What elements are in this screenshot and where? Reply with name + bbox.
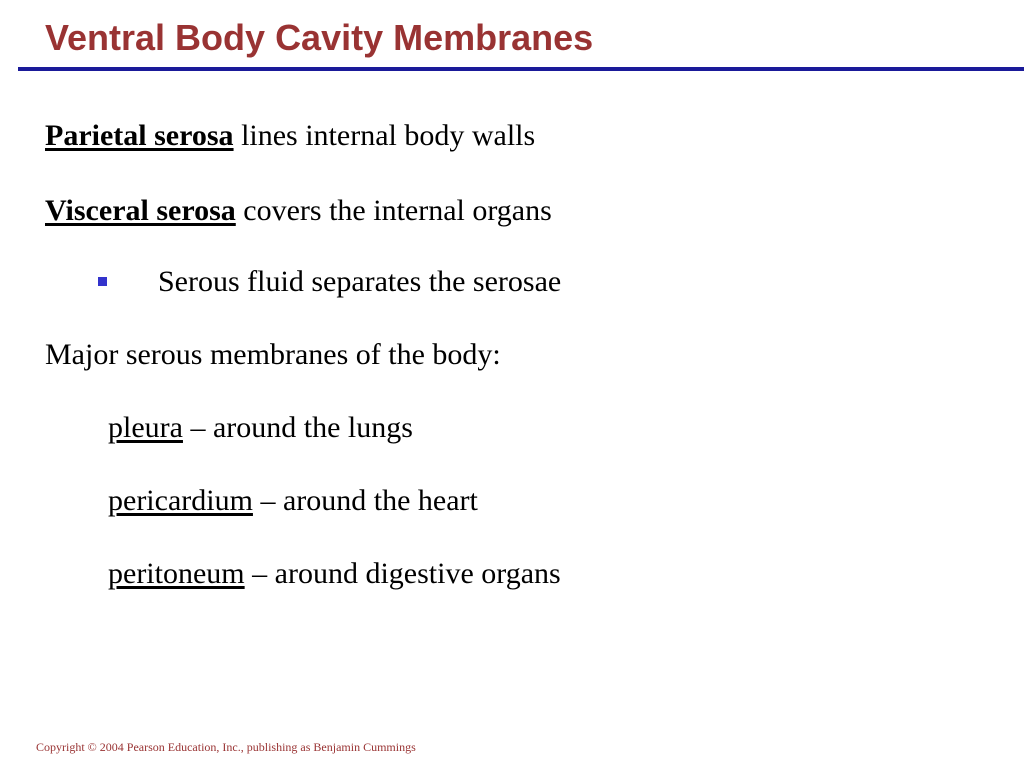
membrane-description: – around digestive organs xyxy=(244,557,561,590)
membrane-description: – around the heart xyxy=(252,484,478,517)
title-divider xyxy=(18,67,1024,71)
visceral-serosa-description: covers the internal organs xyxy=(235,194,552,227)
membrane-item-pleura xyxy=(108,410,413,446)
membrane-term: peritoneum xyxy=(108,557,245,590)
major-membranes-heading: Major serous membranes of the body: xyxy=(45,338,501,371)
parietal-serosa-term: Parietal serosa xyxy=(45,119,234,152)
visceral-serosa-term: Visceral serosa xyxy=(45,194,236,227)
membrane-description: – around the lungs xyxy=(182,411,413,444)
membrane-term: pleura xyxy=(108,411,183,444)
membrane-term: pericardium xyxy=(108,484,253,517)
visceral-serosa-line xyxy=(45,193,552,229)
membrane-item-peritoneum xyxy=(108,556,561,592)
serous-fluid-bullet: Serous fluid separates the serosae xyxy=(158,265,562,298)
square-bullet-icon xyxy=(98,277,107,286)
slide-title: Ventral Body Cavity Membranes xyxy=(45,17,594,58)
copyright-footer: Copyright © 2004 Pearson Education, Inc., publishing as Benjamin Cummings xyxy=(36,740,416,754)
parietal-serosa-description: lines internal body walls xyxy=(233,119,536,152)
membrane-item-pericardium xyxy=(108,483,478,519)
parietal-serosa-line xyxy=(45,118,535,154)
